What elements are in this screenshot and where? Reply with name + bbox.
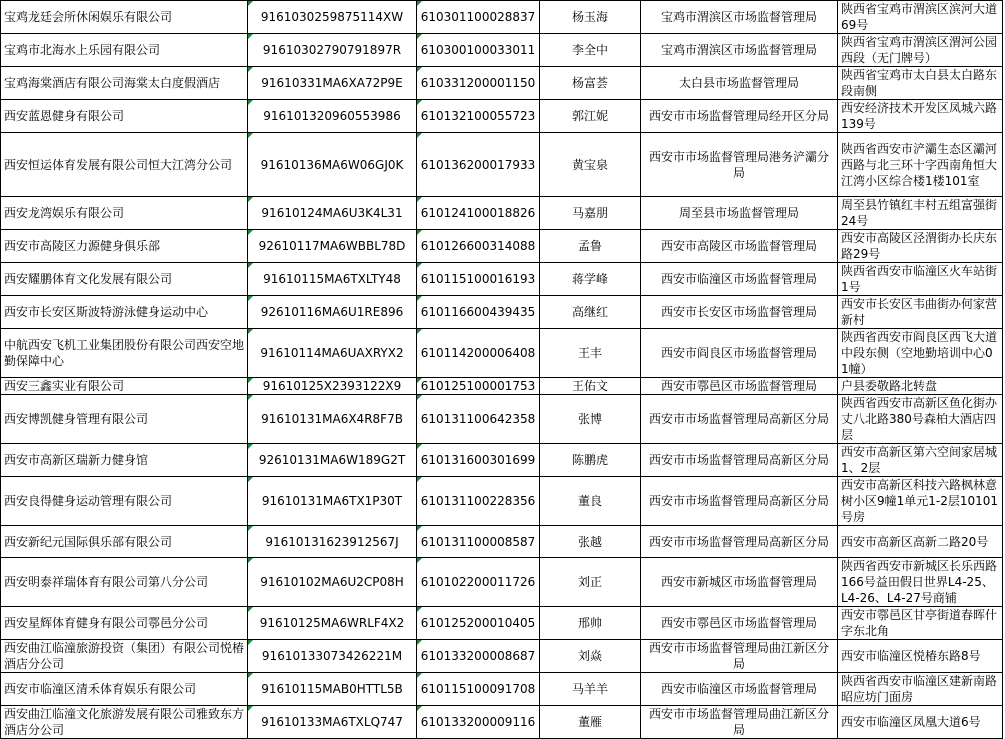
credit-code-cell[interactable]: 91610114MA6UAXRYX2 xyxy=(248,329,417,378)
registration-number-cell[interactable]: 610115100016193 xyxy=(417,263,540,296)
legal-representative-cell[interactable]: 杨玉海 xyxy=(540,1,641,34)
credit-code-cell[interactable]: 91610115MAB0HTTL5B xyxy=(248,673,417,706)
table-row xyxy=(1,263,1003,296)
credit-code-cell[interactable]: 91610136MA6W06GJ0K xyxy=(248,133,417,197)
registration-number-cell[interactable]: 610131600301699 xyxy=(417,444,540,477)
registration-number-cell[interactable]: 610131100008587 xyxy=(417,526,540,558)
table-row xyxy=(1,296,1003,329)
credit-code-cell[interactable]: 91610302790791897R xyxy=(248,34,417,67)
credit-code-cell[interactable]: 91610331MA6XA72P9E xyxy=(248,67,417,100)
registration-authority-cell[interactable]: 西安市市场监督管理局曲江新区分局 xyxy=(641,706,838,739)
registration-authority-cell[interactable]: 西安市市场监督管理局高新区分局 xyxy=(641,477,838,526)
legal-representative-cell[interactable]: 蒋学峰 xyxy=(540,263,641,296)
registration-number-cell[interactable]: 610115100091708 xyxy=(417,673,540,706)
address-cell[interactable]: 西安经济技术开发区凤城六路139号 xyxy=(838,100,1003,133)
company-name-cell[interactable]: 西安市长安区斯波特游泳健身运动中心 xyxy=(1,296,248,329)
address-cell[interactable]: 陕西省宝鸡市渭滨区渭河公园西段（无门牌号） xyxy=(838,34,1003,67)
registration-number-cell[interactable]: 610331200001150 xyxy=(417,67,540,100)
address-cell[interactable]: 陕西省西安市临潼区建新南路昭应坊门面房 xyxy=(838,673,1003,706)
credit-code-cell[interactable]: 91610125X2393122X9 xyxy=(248,378,417,395)
company-name-cell[interactable]: 宝鸡海棠酒店有限公司海棠太白度假酒店 xyxy=(1,67,248,100)
address-cell[interactable]: 陕西省西安市阎良区西飞大道中段东侧（空地勤培训中心01幢） xyxy=(838,329,1003,378)
table-row xyxy=(1,706,1003,739)
registration-authority-cell[interactable]: 西安市市场监督管理局经开区分局 xyxy=(641,100,838,133)
registration-authority-cell[interactable]: 西安市市场监督管理局高新区分局 xyxy=(641,444,838,477)
company-name-cell[interactable]: 中航西安飞机工业集团股份有限公司西安空地勤保障中心 xyxy=(1,329,248,378)
registration-authority-cell[interactable]: 宝鸡市渭滨区市场监督管理局 xyxy=(641,1,838,34)
company-name-cell[interactable]: 西安星辉体育健身有限公司鄠邑分公司 xyxy=(1,607,248,640)
table-row xyxy=(1,100,1003,133)
company-name-cell[interactable]: 西安博凯健身管理有限公司 xyxy=(1,395,248,444)
address-cell[interactable]: 户县委敬路北转盘 xyxy=(838,378,1003,395)
address-cell[interactable]: 西安市临潼区悦椿东路8号 xyxy=(838,640,1003,673)
address-cell[interactable]: 西安市高新区科技六路枫林意树小区9幢1单元1-2层10101号房 xyxy=(838,477,1003,526)
credit-code-cell[interactable]: 916101320960553986 xyxy=(248,100,417,133)
registration-number-cell[interactable]: 610132100055723 xyxy=(417,100,540,133)
legal-representative-cell[interactable]: 董雁 xyxy=(540,706,641,739)
address-cell[interactable]: 陕西省西安市浐灞生态区灞河西路与北三环十字西南角恒大江湾小区综合楼1楼101室 xyxy=(838,133,1003,197)
address-cell[interactable]: 西安市高新区高新二路20号 xyxy=(838,526,1003,558)
credit-code-cell[interactable]: 91610125MA6WRLF4X2 xyxy=(248,607,417,640)
address-cell[interactable]: 陕西省西安市临潼区火车站街1号 xyxy=(838,263,1003,296)
company-name-cell[interactable]: 宝鸡市北海水上乐园有限公司 xyxy=(1,34,248,67)
table-row xyxy=(1,197,1003,230)
registration-authority-cell[interactable]: 周至县市场监督管理局 xyxy=(641,197,838,230)
table-row xyxy=(1,34,1003,67)
address-cell[interactable]: 西安市高新区第六空间家居城1、2层 xyxy=(838,444,1003,477)
registration-number-cell[interactable]: 610131100228356 xyxy=(417,477,540,526)
credit-code-cell[interactable]: 91610133MA6TXLQ747 xyxy=(248,706,417,739)
company-name-cell[interactable]: 西安市高陵区力源健身俱乐部 xyxy=(1,230,248,263)
registration-authority-cell[interactable]: 西安市市场监督管理局高新区分局 xyxy=(641,395,838,444)
legal-representative-cell[interactable]: 高继红 xyxy=(540,296,641,329)
company-name-cell[interactable]: 西安明泰祥瑞体育有限公司第八分公司 xyxy=(1,558,248,607)
registration-authority-cell[interactable]: 西安市市场监督管理局曲江新区分局 xyxy=(641,640,838,673)
table-row xyxy=(1,329,1003,378)
address-cell[interactable]: 西安市鄠邑区甘亭街道春晖什字东北角 xyxy=(838,607,1003,640)
table-row xyxy=(1,67,1003,100)
address-cell[interactable]: 西安市长安区韦曲街办何家营新村 xyxy=(838,296,1003,329)
registration-authority-cell[interactable]: 西安市长安区市场监督管理局 xyxy=(641,296,838,329)
address-cell[interactable]: 陕西省宝鸡市渭滨区滨河大道69号 xyxy=(838,1,1003,34)
address-cell[interactable]: 陕西省西安市新城区长乐西路166号益田假日世界L4-25、L4-26、L4-27号商铺 xyxy=(838,558,1003,607)
registration-number-cell[interactable]: 610125100001753 xyxy=(417,378,540,395)
table-row xyxy=(1,395,1003,444)
table-row xyxy=(1,526,1003,558)
legal-representative-cell[interactable]: 杨富荟 xyxy=(540,67,641,100)
credit-code-cell[interactable]: 91610124MA6U3K4L31 xyxy=(248,197,417,230)
table-row xyxy=(1,607,1003,640)
legal-representative-cell[interactable]: 陈鹏虎 xyxy=(540,444,641,477)
legal-representative-cell[interactable]: 刘焱 xyxy=(540,640,641,673)
registration-authority-cell[interactable]: 西安市市场监督管理局高新区分局 xyxy=(641,526,838,558)
registration-authority-cell[interactable]: 西安市阎良区市场监督管理局 xyxy=(641,329,838,378)
address-cell[interactable]: 陕西省宝鸡市太白县太白路东段南侧 xyxy=(838,67,1003,100)
legal-representative-cell[interactable]: 刘正 xyxy=(540,558,641,607)
table-row xyxy=(1,673,1003,706)
credit-code-cell[interactable]: 91610102MA6U2CP08H xyxy=(248,558,417,607)
credit-code-cell[interactable]: 92610116MA6U1RE896 xyxy=(248,296,417,329)
legal-representative-cell[interactable]: 郭江妮 xyxy=(540,100,641,133)
registration-number-cell[interactable]: 610131100642358 xyxy=(417,395,540,444)
credit-code-cell[interactable]: 91610131MA6X4R8F7B xyxy=(248,395,417,444)
registration-number-cell[interactable]: 610133200008687 xyxy=(417,640,540,673)
table-row xyxy=(1,477,1003,526)
address-cell[interactable]: 陕西省西安市高新区鱼化街办丈八北路380号森柏大酒店四层 xyxy=(838,395,1003,444)
credit-code-cell[interactable]: 92610117MA6WBBL78D xyxy=(248,230,417,263)
registration-number-cell[interactable]: 610124100018826 xyxy=(417,197,540,230)
legal-representative-cell[interactable]: 董良 xyxy=(540,477,641,526)
legal-representative-cell[interactable]: 马羊羊 xyxy=(540,673,641,706)
address-cell[interactable]: 周至县竹镇红丰村五组富强街24号 xyxy=(838,197,1003,230)
company-name-cell[interactable]: 西安恒运体育发展有限公司恒大江湾分公司 xyxy=(1,133,248,197)
table-row xyxy=(1,640,1003,673)
legal-representative-cell[interactable]: 孟鲁 xyxy=(540,230,641,263)
company-name-cell[interactable]: 西安耀鹏体育文化发展有限公司 xyxy=(1,263,248,296)
credit-code-cell[interactable]: 91610131623912567J xyxy=(248,526,417,558)
company-name-cell[interactable]: 西安蓝恩健身有限公司 xyxy=(1,100,248,133)
legal-representative-cell[interactable]: 马嘉朋 xyxy=(540,197,641,230)
credit-code-cell[interactable]: 91610115MA6TXLTY48 xyxy=(248,263,417,296)
registration-number-cell[interactable]: 610126600314088 xyxy=(417,230,540,263)
registration-authority-cell[interactable]: 西安市高陵区市场监督管理局 xyxy=(641,230,838,263)
company-name-cell[interactable]: 宝鸡龙廷会所休闲娱乐有限公司 xyxy=(1,1,248,34)
registration-number-cell[interactable]: 610136200017933 xyxy=(417,133,540,197)
credit-code-cell[interactable]: 91610131MA6TX1P30T xyxy=(248,477,417,526)
registration-authority-cell[interactable]: 西安市鄠邑区市场监督管理局 xyxy=(641,378,838,395)
registration-number-cell[interactable]: 610102200011726 xyxy=(417,558,540,607)
legal-representative-cell[interactable]: 邢帅 xyxy=(540,607,641,640)
registration-authority-cell[interactable]: 西安市新城区市场监督管理局 xyxy=(641,558,838,607)
table-row xyxy=(1,230,1003,263)
company-name-cell[interactable]: 西安龙湾娱乐有限公司 xyxy=(1,197,248,230)
registration-number-cell[interactable]: 610301100028837 xyxy=(417,1,540,34)
legal-representative-cell[interactable]: 王佑文 xyxy=(540,378,641,395)
registration-authority-cell[interactable]: 西安市市场监督管理局港务浐灞分局 xyxy=(641,133,838,197)
company-name-cell[interactable]: 西安市临潼区清禾体育娱乐有限公司 xyxy=(1,673,248,706)
registration-number-cell[interactable]: 610300100033011 xyxy=(417,34,540,67)
legal-representative-cell[interactable]: 李全中 xyxy=(540,34,641,67)
registration-authority-cell[interactable]: 西安市临潼区市场监督管理局 xyxy=(641,673,838,706)
company-name-cell[interactable]: 西安市高新区瑞新力健身馆 xyxy=(1,444,248,477)
company-name-cell[interactable]: 西安三鑫实业有限公司 xyxy=(1,378,248,395)
address-cell[interactable]: 西安市高陵区泾渭街办长庆东路29号 xyxy=(838,230,1003,263)
registration-number-cell[interactable]: 610116600439435 xyxy=(417,296,540,329)
table-row xyxy=(1,558,1003,607)
table-body xyxy=(1,1,1003,739)
legal-representative-cell[interactable]: 张越 xyxy=(540,526,641,558)
table-row xyxy=(1,444,1003,477)
registration-number-cell[interactable]: 610133200009116 xyxy=(417,706,540,739)
credit-code-cell[interactable]: 92610131MA6W189G2T xyxy=(248,444,417,477)
company-name-cell[interactable]: 西安曲江临潼旅游投资（集团）有限公司悦椿酒店分公司 xyxy=(1,640,248,673)
legal-representative-cell[interactable]: 王丰 xyxy=(540,329,641,378)
legal-representative-cell[interactable]: 张博 xyxy=(540,395,641,444)
registration-number-cell[interactable]: 610125200010405 xyxy=(417,607,540,640)
registration-authority-cell[interactable]: 西安市鄠邑区市场监督管理局 xyxy=(641,607,838,640)
legal-representative-cell[interactable]: 黄宝泉 xyxy=(540,133,641,197)
table-row xyxy=(1,133,1003,197)
registration-authority-cell[interactable]: 太白县市场监督管理局 xyxy=(641,67,838,100)
company-name-cell[interactable]: 西安曲江临潼文化旅游发展有限公司雅致东方酒店分公司 xyxy=(1,706,248,739)
registration-authority-cell[interactable]: 宝鸡市渭滨区市场监督管理局 xyxy=(641,34,838,67)
address-cell[interactable]: 西安市临潼区凤凰大道6号 xyxy=(838,706,1003,739)
registration-authority-cell[interactable]: 西安市临潼区市场监督管理局 xyxy=(641,263,838,296)
credit-code-cell[interactable]: 9161030259875114XW xyxy=(248,1,417,34)
registration-number-cell[interactable]: 610114200006408 xyxy=(417,329,540,378)
table-row xyxy=(1,1,1003,34)
company-name-cell[interactable]: 西安良得健身运动管理有限公司 xyxy=(1,477,248,526)
company-name-cell[interactable]: 西安新纪元国际俱乐部有限公司 xyxy=(1,526,248,558)
table-row xyxy=(1,378,1003,395)
credit-code-cell[interactable]: 91610133073426221M xyxy=(248,640,417,673)
